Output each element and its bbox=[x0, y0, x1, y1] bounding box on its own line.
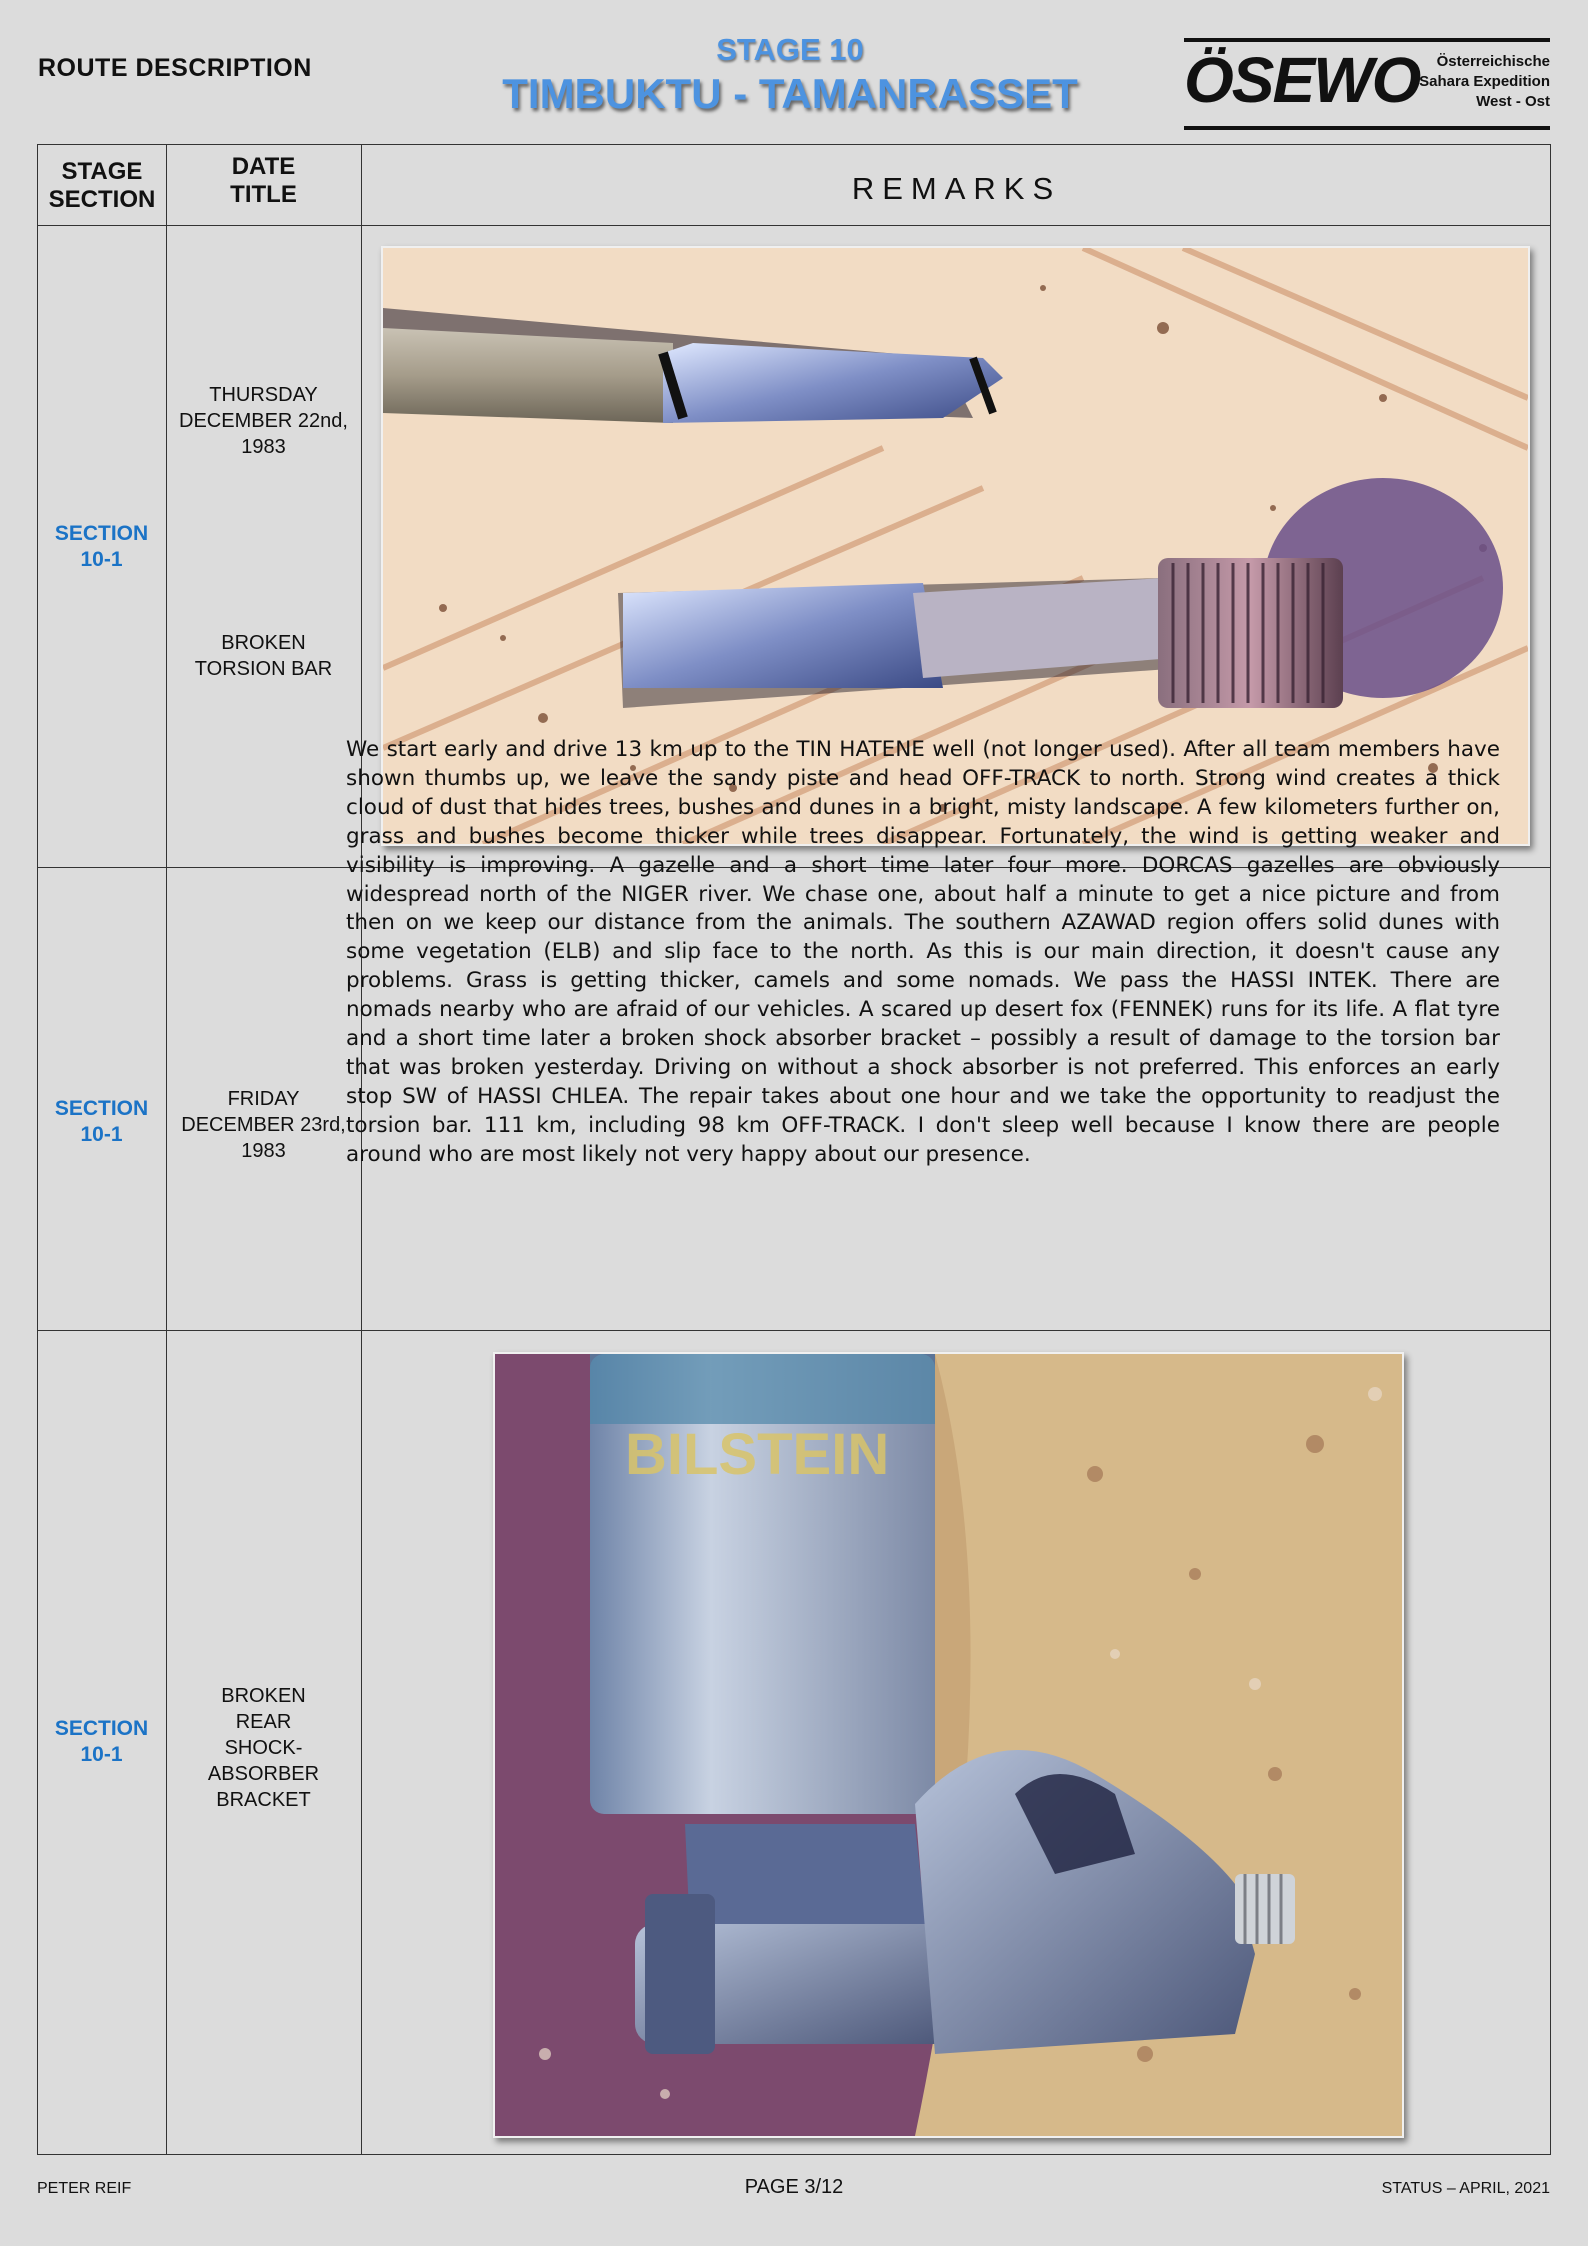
stage-heading bbox=[440, 32, 1140, 118]
row2-section bbox=[38, 1096, 165, 1148]
logo-wordmark: ÖSEWO bbox=[1184, 44, 1420, 116]
page-number: PAGE 3/12 bbox=[744, 2176, 844, 2198]
stage-number: STAGE 10 bbox=[716, 32, 864, 67]
route-title: TIMBUKTU - TAMANRASSET bbox=[502, 70, 1078, 117]
date-title-header bbox=[166, 153, 361, 209]
author-footer: PETER REIF bbox=[37, 2180, 132, 2197]
broken-shock-absorber-bracket-photo bbox=[493, 1352, 1404, 2138]
section-number: 10-1 bbox=[80, 1123, 123, 1146]
section-number: 10-1 bbox=[80, 548, 123, 571]
logo-line-2: Sahara Expedition bbox=[1419, 73, 1550, 90]
bilstein-label: BILSTEIN bbox=[625, 1422, 890, 1487]
title-line: REAR bbox=[235, 1711, 292, 1733]
header-line: DATE bbox=[231, 153, 296, 180]
weekday: THURSDAY bbox=[209, 384, 318, 406]
date: DECEMBER 23rd, bbox=[181, 1114, 346, 1136]
logo-line-3: West - Ost bbox=[1476, 93, 1550, 110]
remarks-header: REMARKS bbox=[851, 171, 1062, 206]
row3-section bbox=[38, 1716, 165, 1768]
osewo-logo bbox=[1184, 38, 1550, 130]
route-description-label: ROUTE DESCRIPTION bbox=[38, 54, 312, 82]
header-line: STAGE bbox=[61, 158, 143, 185]
day-remarks-text: We start early and drive 13 km up to the TIN HATENE well (not longer used). After all team members have shown thumbs up, we leave the sandy piste and head OFF-TRACK to north. Strong wind creates a thick cloud of dust that hides trees, bushes and dunes in a bright, misty landscape. A few kilometers further on, grass and bushes become thicker while trees disappear. Fortunately, the wind is getting weaker and visibility is improving. A gazelle and a short time later four more. DORCAS gazelles are obviously widespread north of the NIGER river. We chase one, about half a minute to get a nice picture and from then on we keep our distance from the animals. The southern AZAWAD region offers solid dunes with some vegetation (ELB) and slip face to the north. As this is our main direction, it doesn't cause any problems. Grass is getting thicker, camels and some nomads. We pass the HASSI INTEK. There are nomads nearby who are afraid of our vehicles. A scared up desert fox (FENNEK) runs for its life. A flat tyre and a short time later a broken shock absorber bracket – possibly a result of damage to the torsion bar that was broken yesterday. Driving on without a shock absorber is not preferred. This enforces an early stop SW of HASSI CHLEA. The repair takes about one hour and we take the opportunity to readjust the torsion bar. 111 km, including 98 km OFF-TRACK. I don't sleep well because I know there are people around who are most likely not very happy about our presence. bbox=[346, 737, 1500, 1167]
title-line: ABSORBER bbox=[207, 1763, 320, 1785]
table-divider bbox=[38, 1330, 1550, 1331]
title-line: BRACKET bbox=[216, 1789, 311, 1811]
header-line: TITLE bbox=[230, 181, 297, 208]
date: DECEMBER 22nd, bbox=[179, 410, 348, 432]
section-label: SECTION bbox=[54, 1097, 149, 1120]
table-divider bbox=[38, 225, 1550, 226]
section-label: SECTION bbox=[54, 522, 149, 545]
section-number: 10-1 bbox=[80, 1743, 123, 1766]
row1-title bbox=[166, 630, 361, 682]
weekday: FRIDAY bbox=[227, 1088, 300, 1110]
title-line: BROKEN bbox=[221, 1685, 306, 1707]
title-line: TORSION BAR bbox=[194, 658, 333, 680]
logo-subtitle bbox=[1419, 52, 1550, 112]
title-line: SHOCK- bbox=[224, 1737, 303, 1759]
logo-line-1: Österreichische bbox=[1436, 53, 1550, 70]
row1-section bbox=[38, 521, 165, 573]
stage-section-header bbox=[38, 158, 166, 214]
year: 1983 bbox=[241, 436, 286, 458]
year: 1983 bbox=[241, 1140, 286, 1162]
header-line: SECTION bbox=[48, 186, 156, 213]
row2-date bbox=[166, 1086, 361, 1164]
section-label: SECTION bbox=[54, 1717, 149, 1740]
title-line: BROKEN bbox=[221, 632, 306, 654]
row1-date bbox=[166, 382, 361, 460]
row3-title bbox=[166, 1683, 361, 1813]
status-footer: STATUS – APRIL, 2021 bbox=[1381, 2180, 1550, 2197]
